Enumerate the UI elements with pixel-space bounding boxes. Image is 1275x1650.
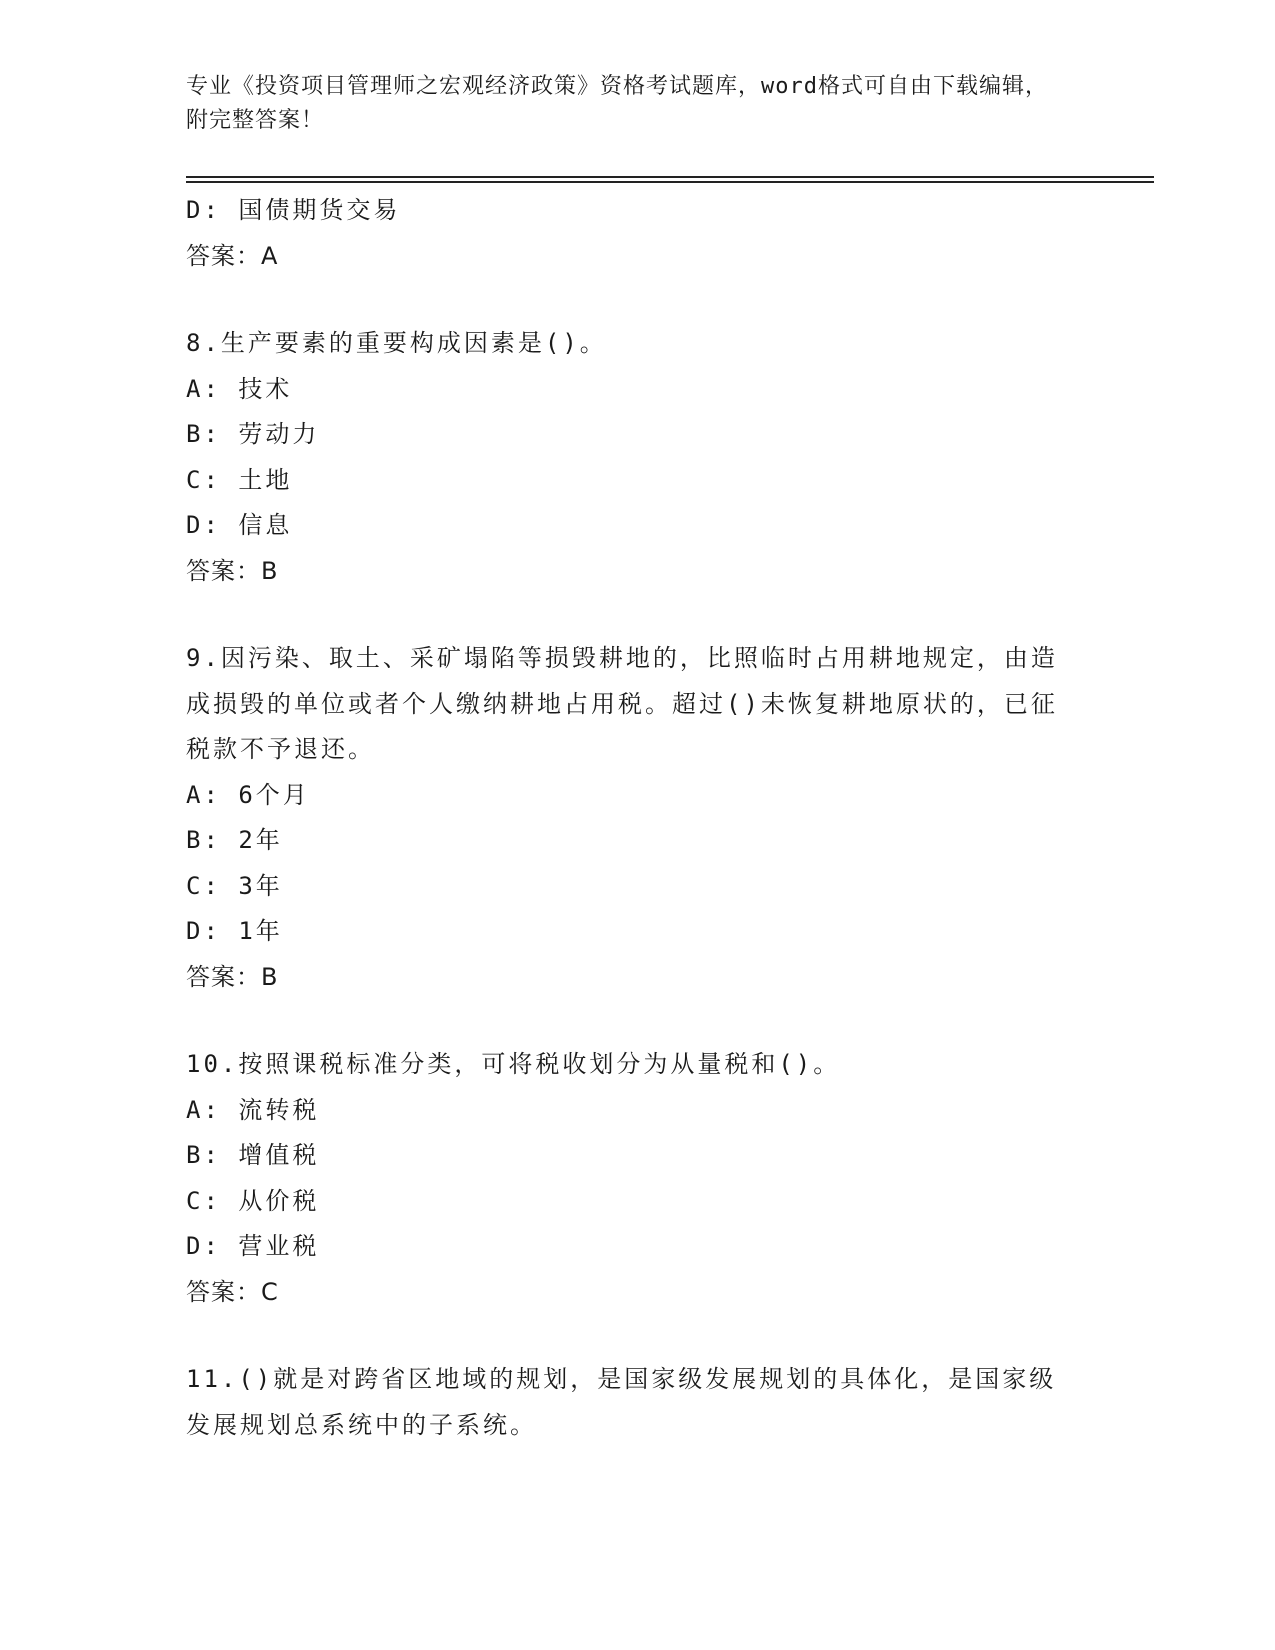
question-8-option-d: D: 信息 [186, 511, 293, 539]
question-9-option-b: B: 2年 [186, 826, 283, 854]
question-10-option-b: B: 增值税 [186, 1141, 320, 1169]
spacer [186, 1315, 1066, 1357]
question-10-option-d: D: 营业税 [186, 1232, 320, 1260]
header-divider-bottom [186, 181, 1154, 183]
question-10-text: 10.按照课税标准分类，可将税收划分为从量税和()。 [186, 1050, 841, 1078]
question-11-text: 11.()就是对跨省区地域的规划，是国家级发展规划的具体化，是国家级发展规划总系统中的子系统。 [186, 1365, 1057, 1439]
question-10-answer: 答案：C [186, 1277, 279, 1306]
document-header: 专业《投资项目管理师之宏观经济政策》资格考试题库，word格式可自由下载编辑，附完整答案！ [186, 74, 1048, 133]
question-8-answer: 答案：B [186, 556, 279, 585]
document-body [186, 188, 1066, 1448]
question-8-option-b: B: 劳动力 [186, 420, 320, 448]
header-divider-top [186, 176, 1154, 178]
question-9-option-c: C: 3年 [186, 871, 283, 900]
spacer [186, 279, 1066, 321]
question-9-option-a: A: 6个月 [186, 780, 310, 809]
question-10-option-c: C: 从价税 [186, 1186, 320, 1215]
question-9-answer: 答案：B [186, 962, 279, 991]
spacer [186, 594, 1066, 636]
option-d: D: 国债期货交易 [186, 196, 401, 224]
question-9-text: 9.因污染、取土、采矿塌陷等损毁耕地的，比照临时占用耕地规定，由造成损毁的单位或者个人缴纳耕地占用税。超过()未恢复耕地原状的，已征税款不予退还。 [186, 644, 1058, 763]
question-9-option-d: D: 1年 [186, 917, 283, 945]
question-8-text: 8.生产要素的重要构成因素是()。 [186, 329, 607, 357]
question-10-option-a: A: 流转税 [186, 1095, 320, 1124]
answer-label: 答案：A [186, 241, 279, 270]
question-8-option-a: A: 技术 [186, 374, 293, 403]
spacer [186, 1000, 1066, 1042]
question-8-option-c: C: 土地 [186, 465, 293, 494]
